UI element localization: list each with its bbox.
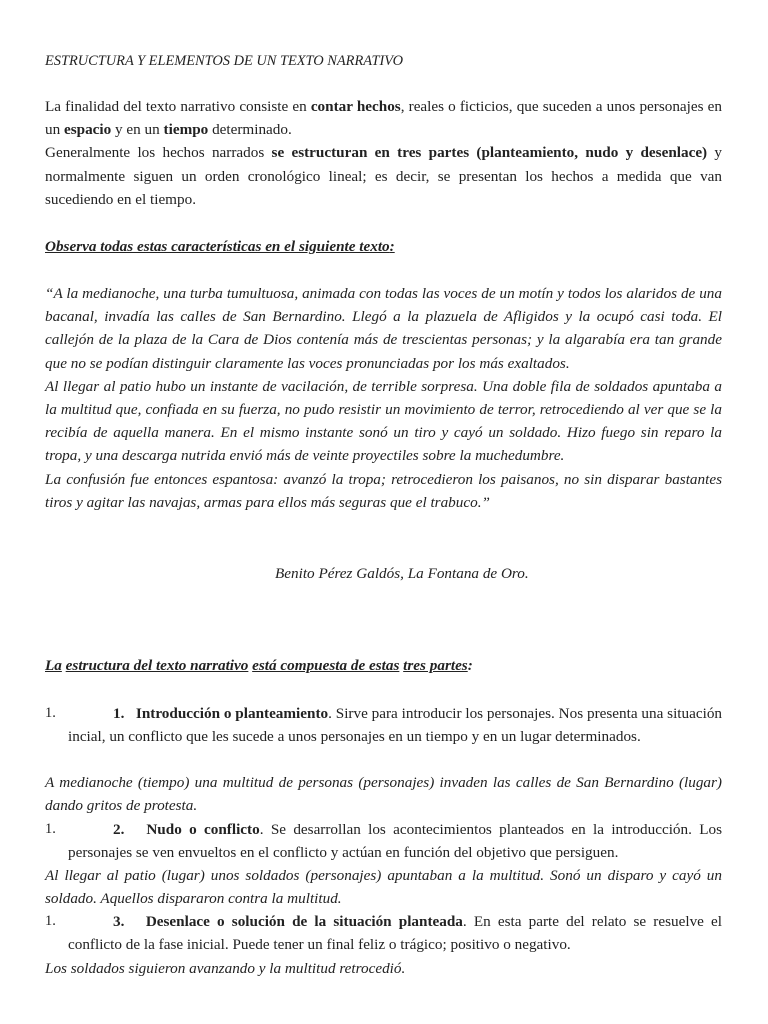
structure-heading-part: tres partes xyxy=(403,657,468,674)
intro-bold-tres-partes: se estructuran en tres partes (planteamiento, nudo y desenlace) xyxy=(271,144,708,162)
structure-heading-part: La xyxy=(45,657,62,674)
quote-paragraph-2: Al llegar al patio hubo un instante de vacilación, de terrible sorpresa. Una doble fila de soldados apuntaba a la multitud que, confiada en su fuerza, no pudo resistir un movimiento de terror, retrocediendo al ver que se la recibía de aquella manera. En el mismo instante sonó un tiro y cayó un soldado. Hizo fuego sin reparo la tropa, y una descarga nutrida envió más de veinte proyectiles sobre la muchedumbre. xyxy=(45,377,722,465)
part-name: Desenlace o solución de la situación planteada xyxy=(145,913,463,930)
structure-heading-part: está compuesta de estas xyxy=(252,657,400,674)
intro-bold-tiempo: tiempo xyxy=(163,121,209,139)
part-name: Introducción o planteamiento xyxy=(135,705,329,722)
part-description: . En esta parte del relato se resuelve el conflicto de la fase inicial. Puede tener un final feliz o trágico; positivo o negativo. xyxy=(68,913,722,954)
document-title: ESTRUCTURA Y ELEMENTOS DE UN TEXTO NARRATIVO xyxy=(45,53,404,69)
intro-text: y en un xyxy=(111,121,164,139)
part-number: 1. xyxy=(113,705,125,722)
quote-paragraph-1: “A la medianoche, una turba tumultuosa, animada con todas las voces de un motín y todos los alaridos de una bacanal, invadía las calles de San Bernardino. Llegó a la plazuela de Afligidos y la ocupó casi toda. El callejón de la plaza de la Cara de Dios contenía más de trescientas personas; y la algarabía era tan grande que no se podían distinguir claramente las voces pronunciadas por los más exaltados. xyxy=(45,285,722,372)
intro-text: Generalmente los hechos narrados xyxy=(45,144,272,162)
part-example-introduccion: A medianoche (tiempo) una multitud de personas (personajes) invaden las calles de San Bernardino (lugar) dando gritos de protesta. xyxy=(45,774,722,815)
list-number: 1. xyxy=(45,913,56,929)
intro-paragraph-1 xyxy=(45,95,722,141)
list-item-desenlace xyxy=(45,910,722,956)
structure-heading xyxy=(45,654,722,677)
part-description: . Se desarrollan los acontecimientos planteados en la introducción. Los personajes se ven envueltos en el conflicto y actúan en función del objetivo que persiguen. xyxy=(68,821,722,862)
part-example-nudo: Al llegar al patio (lugar) unos soldados (personajes) apuntaban a la multitud. Sonó un disparo y cayó un soldado. Aquellos dispararon contra la multitud. xyxy=(45,867,722,908)
structure-heading-part: estructura del texto narrativo xyxy=(65,657,249,674)
intro-text: La finalidad del texto narrativo consiste en xyxy=(45,98,311,115)
intro-text: determinado. xyxy=(208,121,292,139)
observe-heading xyxy=(45,235,722,258)
part-number: 3. xyxy=(113,913,125,930)
observe-heading-colon: : xyxy=(389,238,395,255)
intro-text: y normalmente siguen un orden cronológico lineal; es decir, se presentan los hechos a medida que van sucediendo en el tiempo. xyxy=(45,144,723,208)
list-item-introduccion xyxy=(45,702,722,748)
list-number: 1. xyxy=(45,705,56,721)
intro-bold-contar-hechos: contar hechos xyxy=(310,98,401,115)
intro-section xyxy=(45,95,722,211)
intro-text: , reales o ficticios, que suceden a unos personajes en un xyxy=(45,98,722,139)
structure-heading-colon: : xyxy=(467,657,473,674)
list-item-nudo xyxy=(45,818,722,864)
part-name: Nudo o conflicto xyxy=(146,821,260,838)
observe-heading-text: Observa todas estas características en el siguiente texto xyxy=(45,238,390,255)
intro-paragraph-2 xyxy=(45,141,722,211)
part-number: 2. xyxy=(113,821,125,838)
part-description: . Sirve para introducir los personajes. Nos presenta una situación incial, un conflicto que les sucede a unos personajes en un tiempo y en un lugar determinados. xyxy=(68,705,723,746)
intro-bold-espacio: espacio xyxy=(63,121,112,139)
part-example-desenlace: Los soldados siguieron avanzando y la multitud retrocedió. xyxy=(45,960,406,977)
quote-citation: Benito Pérez Galdós, La Fontana de Oro. xyxy=(275,565,529,582)
quote-paragraph-3: La confusión fue entonces espantosa: avanzó la tropa; retrocedieron los paisanos, no sin disparar bastantes tiros y agitar las navajas, armas para ellos más seguras que el trabuco.” xyxy=(45,470,722,511)
quoted-text xyxy=(45,282,722,514)
list-number: 1. xyxy=(45,821,56,837)
